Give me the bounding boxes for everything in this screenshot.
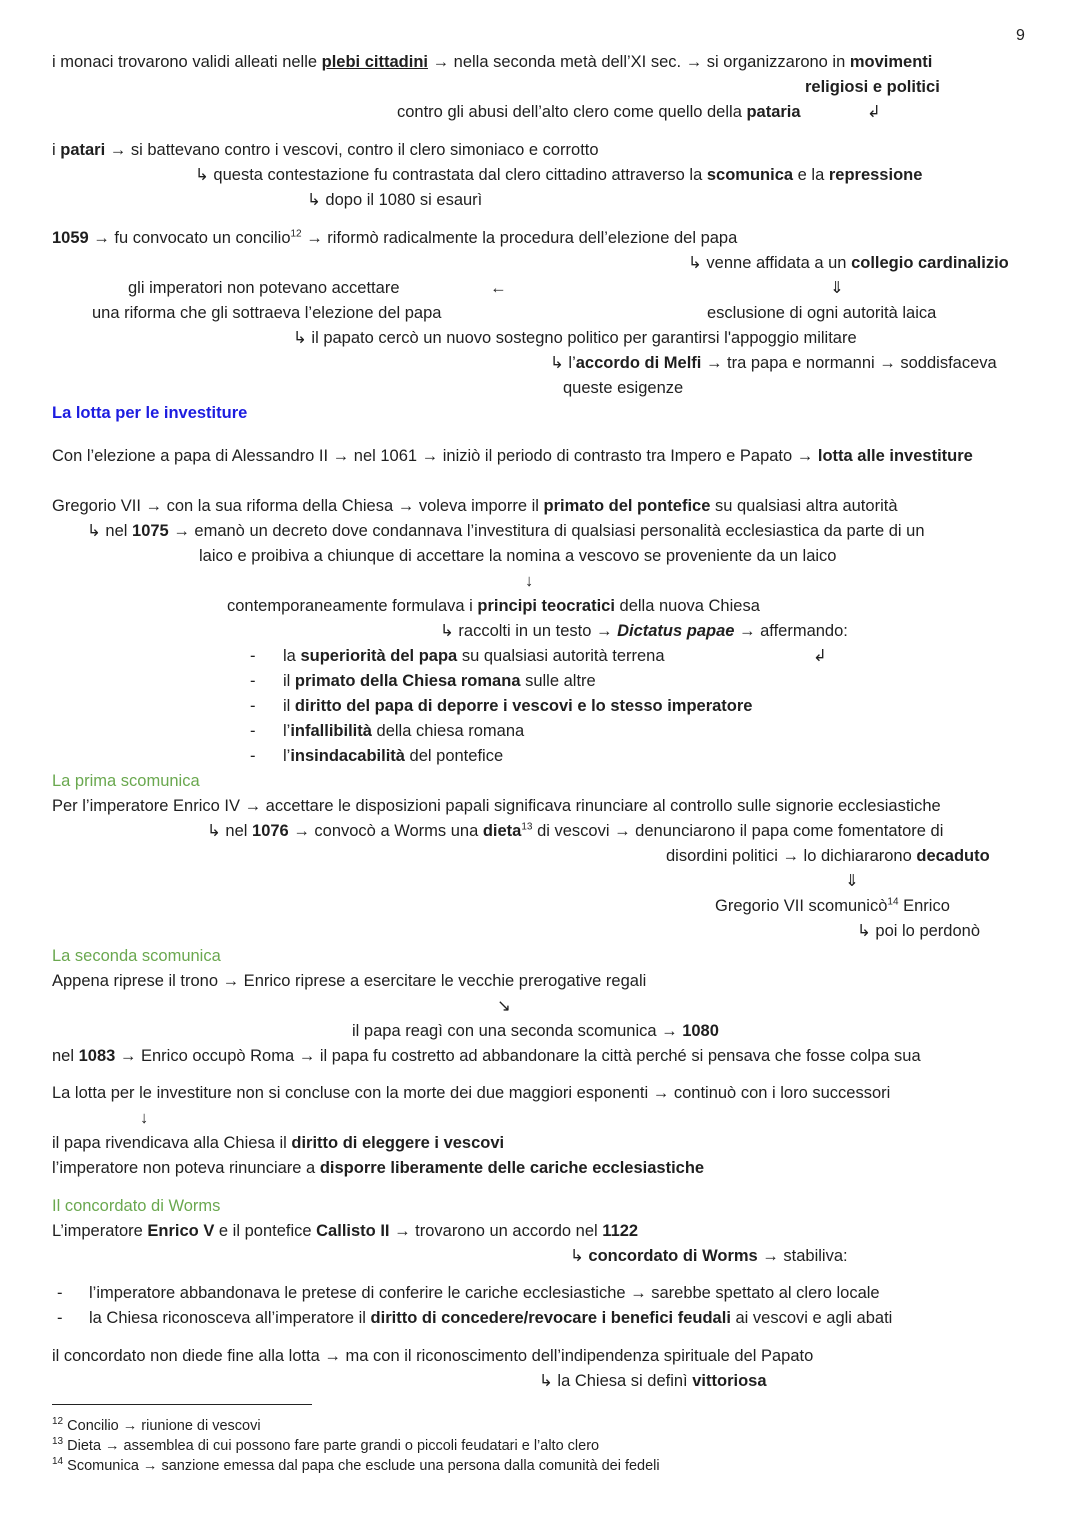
- text-line: [52, 1346, 813, 1366]
- text-line: [52, 771, 200, 791]
- text-segment: →: [595, 622, 618, 640]
- text-segment: collegio cardinalizio: [851, 254, 1009, 272]
- text-segment: infallibilità: [290, 722, 372, 740]
- footnote-ref: 13: [52, 1436, 64, 1448]
- text-line: [283, 646, 665, 666]
- text-segment: Dictatus papae: [617, 622, 735, 640]
- text-line: [352, 1021, 719, 1041]
- text-segment: ↳ venne affidata a un: [688, 254, 852, 272]
- text-segment: → trovarono un accordo nel: [389, 1222, 603, 1240]
- text-segment: → stabiliva:: [757, 1247, 848, 1265]
- text-line: [92, 303, 441, 323]
- footnote-ref: 13: [521, 821, 533, 833]
- text-segment: ↳ questa contestazione fu contrastata dal clero cittadino attraverso la: [195, 166, 707, 184]
- text-segment: ←: [490, 279, 507, 297]
- text-line: [497, 996, 511, 1016]
- text-segment: insindacabilità: [290, 747, 405, 765]
- text-segment: ↳ raccolti in un testo: [440, 622, 596, 640]
- text-line: [57, 1283, 63, 1303]
- text-segment: L’imperatore: [52, 1222, 148, 1240]
- text-segment: ↳ l’: [550, 354, 576, 372]
- text-segment: di vescovi → denunciarono il papa come fomentatore di: [532, 822, 944, 840]
- text-segment: contro gli abusi dell’alto clero come quello della: [397, 103, 747, 121]
- text-line: [89, 1308, 892, 1328]
- text-line: [52, 403, 247, 423]
- text-line: [140, 1108, 148, 1128]
- text-line: [87, 521, 925, 541]
- text-line: [52, 1133, 504, 1153]
- text-line: [128, 278, 400, 298]
- text-line: [813, 646, 827, 666]
- text-segment: ↘: [497, 997, 511, 1015]
- text-segment: pataria: [746, 103, 801, 121]
- text-segment: → convocò a Worms una: [288, 822, 483, 840]
- text-line: [52, 1046, 921, 1066]
- text-segment: ↲: [813, 647, 827, 665]
- text-segment: superiorità del papa: [300, 647, 458, 665]
- text-segment: una riforma che gli sottraeva l’elezione del papa: [92, 304, 442, 322]
- text-line: [250, 646, 256, 666]
- text-segment: Gregorio VII scomunicò: [715, 897, 888, 915]
- text-line: [490, 278, 507, 298]
- footnote-divider: [52, 1404, 312, 1405]
- text-segment: → tra papa e normanni → soddisfaceva: [701, 354, 997, 372]
- text-line: [707, 303, 936, 323]
- text-segment: ↓: [525, 572, 534, 590]
- text-segment: patari: [60, 141, 106, 159]
- text-segment: ↓: [140, 1109, 149, 1127]
- section-heading: La lotta per le investiture: [52, 404, 248, 422]
- text-line: [857, 921, 980, 941]
- footnote-ref: 14: [887, 896, 899, 908]
- text-segment: la Chiesa riconosceva all’imperatore il: [89, 1309, 371, 1327]
- text-segment: -: [250, 647, 256, 665]
- text-segment: ⇓: [830, 279, 844, 297]
- text-segment: -: [250, 697, 256, 715]
- text-line: [539, 1371, 767, 1391]
- text-segment: sulle altre: [520, 672, 596, 690]
- text-line: [283, 696, 752, 716]
- text-segment: queste esigenze: [563, 379, 684, 397]
- footnote-ref: 12: [52, 1416, 64, 1428]
- text-segment: l’: [283, 747, 291, 765]
- text-segment: → emanò un decreto dove condannava l’investitura di qualsiasi personalità ecclesiastica da parte di un: [168, 522, 925, 540]
- text-segment: gli imperatori non potevano accettare: [128, 279, 400, 297]
- text-segment: la: [283, 647, 301, 665]
- text-segment: → si battevano contro i vescovi, contro il clero simoniaco e corrotto: [105, 141, 599, 159]
- text-line: [293, 328, 857, 348]
- text-segment: e il pontefice: [214, 1222, 317, 1240]
- text-segment: -: [250, 672, 256, 690]
- text-segment: ↳ dopo il 1080 si esaurì: [307, 191, 483, 209]
- text-segment: Gregorio VII → con la sua riforma della Chiesa → voleva imporre il: [52, 497, 544, 515]
- text-segment: ↳ il papato cercò un nuovo sostegno politico per garantirsi l'appoggio militare: [293, 329, 857, 347]
- text-segment: Appena riprese il trono → Enrico riprese a esercitare le vecchie prerogative regali: [52, 972, 647, 990]
- text-line: [845, 871, 859, 891]
- text-segment: Enrico: [898, 897, 950, 915]
- footnote: [52, 1456, 660, 1476]
- text-segment: l’imperatore abbandonava le pretese di conferire le cariche ecclesiastiche → sarebbe spettato al clero locale: [89, 1284, 880, 1302]
- text-segment: diritto di concedere/revocare i benefici feudali: [370, 1309, 731, 1327]
- text-line: [52, 1221, 638, 1241]
- text-segment: 1076: [252, 822, 289, 840]
- text-segment: concordato di Worms: [588, 1247, 758, 1265]
- footnote: [52, 1436, 599, 1456]
- text-segment: esclusione di ogni autorità laica: [707, 304, 937, 322]
- text-segment: -: [250, 722, 256, 740]
- text-line: [440, 621, 848, 641]
- text-line: [52, 446, 973, 466]
- text-segment: → nella seconda metà dell’XI sec. → si organizzarono in: [427, 53, 850, 71]
- text-segment: disporre liberamente delle cariche ecclesiastiche: [319, 1159, 705, 1177]
- text-segment: ↳ nel: [207, 822, 253, 840]
- text-segment: il papa reagì con una seconda scomunica: [352, 1022, 662, 1040]
- text-line: [805, 77, 940, 97]
- text-line: [283, 721, 524, 741]
- text-line: [207, 821, 943, 841]
- text-segment: e la: [793, 166, 829, 184]
- text-line: [52, 796, 941, 816]
- text-line: [52, 1083, 890, 1103]
- text-segment: plebi cittadini: [321, 53, 428, 71]
- text-segment: → riformò radicalmente la procedura dell’elezione del papa: [301, 229, 738, 247]
- text-segment: -: [57, 1284, 63, 1302]
- text-line: [52, 1158, 704, 1178]
- text-segment: della nuova Chiesa: [614, 597, 760, 615]
- text-line: [283, 746, 503, 766]
- text-segment: l’imperatore non poteva rinunciare a: [52, 1159, 320, 1177]
- text-segment: 1122: [602, 1222, 639, 1240]
- text-segment: nel: [52, 1047, 79, 1065]
- footnote-ref: 14: [52, 1456, 64, 1468]
- text-segment: principi teocratici: [477, 597, 615, 615]
- text-segment: 1059: [52, 229, 89, 247]
- text-line: [250, 721, 256, 741]
- text-segment: Callisto II: [316, 1222, 390, 1240]
- text-segment: dieta: [482, 822, 522, 840]
- text-segment: Con l’elezione a papa di Alessandro II → nel 1061 → iniziò il periodo di contrasto tra Impero e Papato →: [52, 447, 818, 465]
- text-segment: disordini politici → lo dichiararono: [666, 847, 917, 865]
- text-line: [89, 1283, 880, 1303]
- text-line: [688, 253, 1009, 273]
- text-segment: il papa rivendicava alla Chiesa il: [52, 1134, 292, 1152]
- text-segment: lotta alle investiture: [817, 447, 973, 465]
- text-segment: religiosi e politici: [805, 78, 940, 96]
- text-line: [250, 671, 256, 691]
- text-segment: su qualsiasi autorità terrena: [457, 647, 665, 665]
- text-line: [52, 140, 599, 160]
- footnote-ref: 12: [290, 228, 302, 240]
- text-segment: del pontefice: [404, 747, 504, 765]
- text-line: [550, 353, 997, 373]
- text-line: [867, 102, 881, 122]
- text-segment: -: [57, 1309, 63, 1327]
- text-segment: su qualsiasi altra autorità: [710, 497, 898, 515]
- text-line: [199, 546, 836, 566]
- text-segment: diritto di eleggere i vescovi: [291, 1134, 505, 1152]
- text-line: [52, 52, 932, 72]
- text-segment: primato del pontefice: [543, 497, 711, 515]
- text-line: [250, 696, 256, 716]
- text-line: [666, 846, 990, 866]
- section-heading: La seconda scomunica: [52, 947, 221, 965]
- text-segment: accordo di Melfi: [575, 354, 702, 372]
- text-segment: ai vescovi e agli abati: [730, 1309, 893, 1327]
- text-segment: l’: [283, 722, 291, 740]
- text-line: [715, 896, 950, 916]
- text-segment: Per l’imperatore Enrico IV → accettare le disposizioni papali significava rinunciare al controllo sulle signorie ecclesiastiche: [52, 797, 941, 815]
- text-segment: contemporaneamente formulava i: [227, 597, 478, 615]
- text-segment: il: [283, 697, 295, 715]
- text-segment: → Enrico occupò Roma → il papa fu costretto ad abbandonare la città perché si pensava che fosse colpa sua: [115, 1047, 921, 1065]
- text-segment: ↲: [867, 103, 881, 121]
- text-segment: i monaci trovarono validi alleati nelle: [52, 53, 322, 71]
- text-segment: ⇓: [845, 872, 859, 890]
- text-segment: laico e proibiva a chiunque di accettare la nomina a vescovo se proveniente da un laico: [199, 547, 837, 565]
- text-segment: scomunica: [706, 166, 794, 184]
- text-segment: 1075: [132, 522, 169, 540]
- text-segment: La lotta per le investiture non si concluse con la morte dei due maggiori esponenti → continuò con i loro successori: [52, 1084, 891, 1102]
- text-line: [250, 746, 256, 766]
- text-segment: della chiesa romana: [371, 722, 525, 740]
- text-segment: il: [283, 672, 295, 690]
- text-segment: decaduto: [916, 847, 990, 865]
- text-segment: → 1080: [661, 1022, 719, 1040]
- text-segment: ↳: [570, 1247, 589, 1265]
- text-line: [52, 228, 737, 248]
- text-segment: ↳ poi lo perdonò: [857, 922, 980, 940]
- text-segment: → fu convocato un concilio: [88, 229, 291, 247]
- text-segment: 1083: [78, 1047, 116, 1065]
- text-segment: Dieta → assemblea di cui possono fare parte grandi o piccoli feudatari e l’alto clero: [63, 1438, 600, 1454]
- text-segment: vittoriosa: [692, 1372, 767, 1390]
- text-line: [195, 165, 922, 185]
- text-line: [52, 971, 646, 991]
- page-number: 9: [1016, 27, 1025, 44]
- section-heading: Il concordato di Worms: [52, 1197, 221, 1215]
- text-line: [283, 671, 596, 691]
- text-segment: il concordato non diede fine alla lotta → ma con il riconoscimento dell’indipendenza spirituale del Papato: [52, 1347, 814, 1365]
- text-segment: ↳ nel: [87, 522, 133, 540]
- text-line: [227, 596, 760, 616]
- text-line: [525, 571, 533, 591]
- text-line: [570, 1246, 848, 1266]
- text-segment: Concilio → riunione di vescovi: [63, 1418, 261, 1434]
- text-line: [563, 378, 683, 398]
- text-segment: i: [52, 141, 61, 159]
- text-segment: primato della Chiesa romana: [294, 672, 521, 690]
- text-segment: Scomunica → sanzione emessa dal papa che esclude una persona dalla comunità dei fedeli: [63, 1458, 660, 1474]
- text-line: [307, 190, 482, 210]
- text-line: [830, 278, 844, 298]
- text-segment: diritto del papa di deporre i vescovi e lo stesso imperatore: [294, 697, 753, 715]
- text-line: [57, 1308, 63, 1328]
- footnote: [52, 1416, 261, 1436]
- text-segment: → affermando:: [734, 622, 848, 640]
- text-segment: Enrico V: [147, 1222, 215, 1240]
- text-line: [397, 102, 801, 122]
- section-heading: La prima scomunica: [52, 772, 200, 790]
- text-segment: ↳ la Chiesa si definì: [539, 1372, 693, 1390]
- text-segment: -: [250, 747, 256, 765]
- text-segment: repressione: [828, 166, 923, 184]
- text-segment: movimenti: [849, 53, 933, 71]
- text-line: [52, 1196, 220, 1216]
- text-line: [52, 496, 898, 516]
- text-line: [52, 946, 221, 966]
